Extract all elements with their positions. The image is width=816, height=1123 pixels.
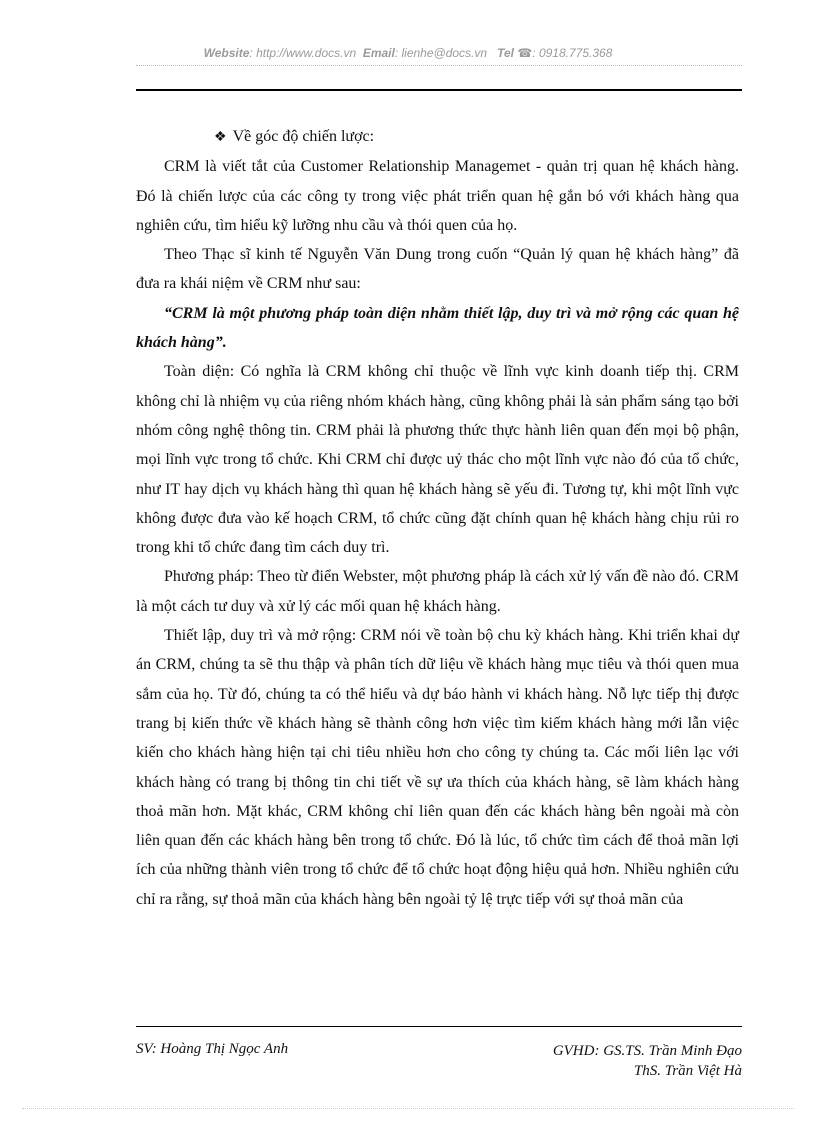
section-heading-text: Về góc độ chiến lược:	[232, 128, 375, 145]
header-dotted-line	[136, 65, 742, 66]
website-url[interactable]: : http://www.docs.vn	[249, 46, 357, 60]
header-rule	[136, 89, 742, 91]
phone-icon: ☎	[517, 46, 533, 60]
page-bottom-dotted-line	[22, 1108, 794, 1109]
website-label: Website	[203, 46, 250, 60]
paragraph-author-reference: Theo Thạc sĩ kinh tế Nguyễn Văn Dung trong cuốn “Quản lý quan hệ khách hàng” đã đưa ra khái niệm về CRM như sau:	[136, 246, 739, 293]
paragraph-crm-definition: CRM là viết tắt của Customer Relationship Managemet - quản trị quan hệ khách hàng. Đó là chiến lược của các công ty trong việc phát triển quan hệ gắn bó với khách hàng qua nghiên cứu, tìm hiểu kỹ lưỡng nhu cầu và thói quen của họ.	[136, 158, 739, 234]
paragraph-method: Phương pháp: Theo từ điển Webster, một phương pháp là cách xử lý vấn đề nào đó. CRM là một cách tư duy và xử lý các mối quan hệ khách hàng.	[136, 568, 739, 615]
footer-student: SV: Hoàng Thị Ngọc Anh	[136, 1041, 289, 1057]
document-body	[136, 122, 739, 914]
footer-advisor-1: GVHD: GS.TS. Trần Minh Đạo	[552, 1043, 742, 1059]
footer-rule	[136, 1026, 742, 1027]
paragraph-quote: “CRM là một phương pháp toàn diện nhằm thiết lập, duy trì và mở rộng các quan hệ khách hàng”.	[136, 304, 739, 352]
footer-advisors	[553, 1041, 742, 1081]
email-address[interactable]: : lienhe@docs.vn	[394, 46, 488, 60]
diamond-bullet-icon: ❖	[214, 130, 227, 145]
tel-label: Tel	[497, 46, 514, 60]
tel-number: : 0918.775.368	[532, 46, 613, 60]
section-heading	[136, 122, 739, 152]
paragraph-comprehensive: Toàn diện: Có nghĩa là CRM không chỉ thuộc về lĩnh vực kinh doanh tiếp thị. CRM không chỉ là nhiệm vụ của riêng nhóm khách hàng, cũng không phải là sản phẩm sáng tạo bởi nhóm công nghệ thông tin. CRM phải là phương thức thực hành liên quan đến mọi bộ phận, mọi lĩnh vực trong tổ chức. Khi CRM chỉ được uỷ thác cho một lĩnh vực nào đó của tổ chức, như IT hay dịch vụ khách hàng thì quan hệ khách hàng sẽ yếu đi. Tương tự, khi một lĩnh vực không được đưa vào kế hoạch CRM, tổ chức cũng đặt chính quan hệ khách hàng chịu rủi ro trong khi tổ chức đang tìm cách duy trì.	[136, 363, 739, 557]
email-label: Email	[362, 46, 395, 60]
page-header	[0, 46, 816, 60]
paragraph-lifecycle: Thiết lập, duy trì và mở rộng: CRM nói về toàn bộ chu kỳ khách hàng. Khi triển khai dự án CRM, chúng ta sẽ thu thập và phân tích dữ liệu về khách hàng mục tiêu và thói quen mua sắm của họ. Từ đó, chúng ta có thể hiểu và dự báo hành vi khách hàng. Nỗ lực tiếp thị được trang bị kiến thức về khách hàng sẽ thành công hơn việc tìm kiếm khách hàng mới lẫn việc kiến cho khách hàng hiện tại chi tiêu nhiều hơn cho công ty chúng ta. Các mối liên lạc với khách hàng có trang bị thông tin chi tiết về sự ưa thích của khách hàng, sẽ làm khách hàng thoả mãn hơn. Mặt khác, CRM không chỉ liên quan đến các khách hàng bên ngoài mà còn liên quan đến các khách hàng bên trong tổ chức. Đó là lúc, tổ chức tìm cách để thoả mãn lợi ích của những thành viên trong tổ chức để tổ chức hoạt động hiệu quả hơn. Nhiều nghiên cứu chỉ ra rằng, sự thoả mãn của khách hàng bên ngoài tỷ lệ trực tiếp với sự thoả mãn của	[136, 627, 739, 908]
footer-advisor-2: ThS. Trần Việt Hà	[633, 1063, 742, 1079]
